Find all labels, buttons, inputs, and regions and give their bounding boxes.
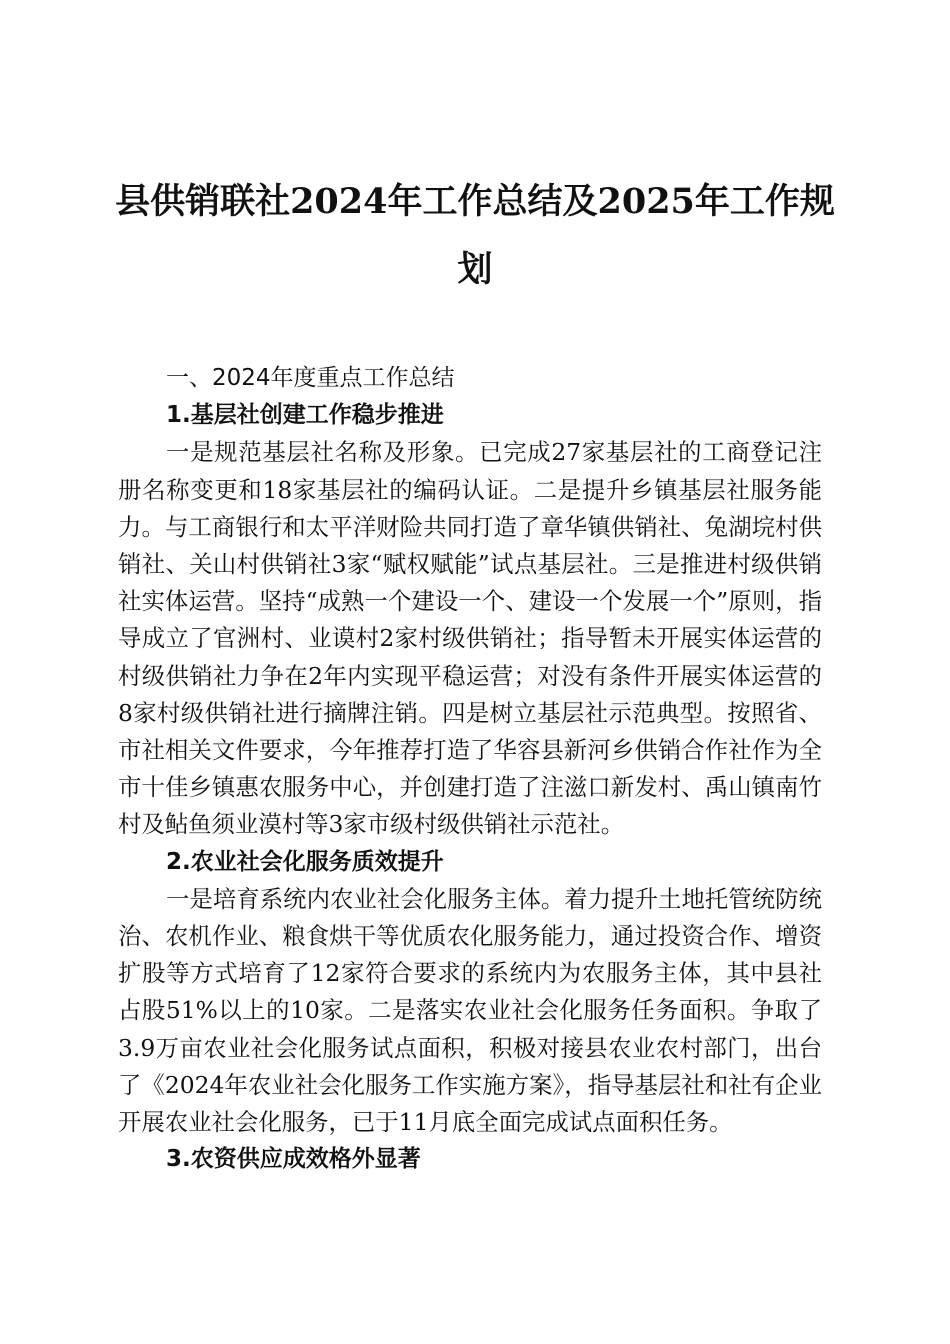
document-body [118,360,822,1178]
subsection-heading: 3.农资供应成效格外显著 [166,1146,421,1173]
subsection-heading: 1.基层社创建工作稳步推进 [166,402,444,429]
document-title: 县供销联社2024年工作总结及2025年工作规划 [115,181,835,290]
section-heading: 一、2024年度重点工作总结 [166,365,455,391]
body-paragraph: 一是规范基层社名称及形象。已完成27家基层社的工商登记注册名称变更和18家基层社的编码认证。二是提升乡镇基层社服务能力。与工商银行和太平洋财险共同打造了章华镇供销社、兔湖垸村供销社、关山村供销社3家“赋权赋能”试点基层社。三是推进村级供销社实体运营。坚持“成熟一个建设一个、建设一个发展一个”原则，指导成立了官洲村、业谟村2家村级供销社；指导暂未开展实体运营的村级供销社力争在2年内实现平稳运营；对没有条件开展实体运营的8家村级供销社进行摘牌注销。四是树立基层社示范典型。按照省、市社相关文件要求，今年推荐打造了华容县新河乡供销合作社作为全市十佳乡镇惠农服务中心，并创建打造了注滋口新发村、禹山镇南竹村及鲇鱼须业漠村等3家市级村级供销社示范社。 [118,438,822,839]
body-paragraph: 一是培育系统内农业社会化服务主体。着力提升土地托管统防统治、农机作业、粮食烘干等优质农化服务能力，通过投资合作、增资扩股等方式培育了12家符合要求的系统内为农服务主体，其中县社占股51%以上的10家。二是落实农业社会化服务任务面积。争取了3.9万亩农业社会化服务试点面积，积极对接县农业农村部门，出台了《2024年农业社会化服务工作实施方案》，指导基层社和社有企业开展农业社会化服务，已于11月底全面完成试点面积任务。 [118,884,822,1137]
subsection-heading: 2.农业社会化服务质效提升 [166,848,444,875]
